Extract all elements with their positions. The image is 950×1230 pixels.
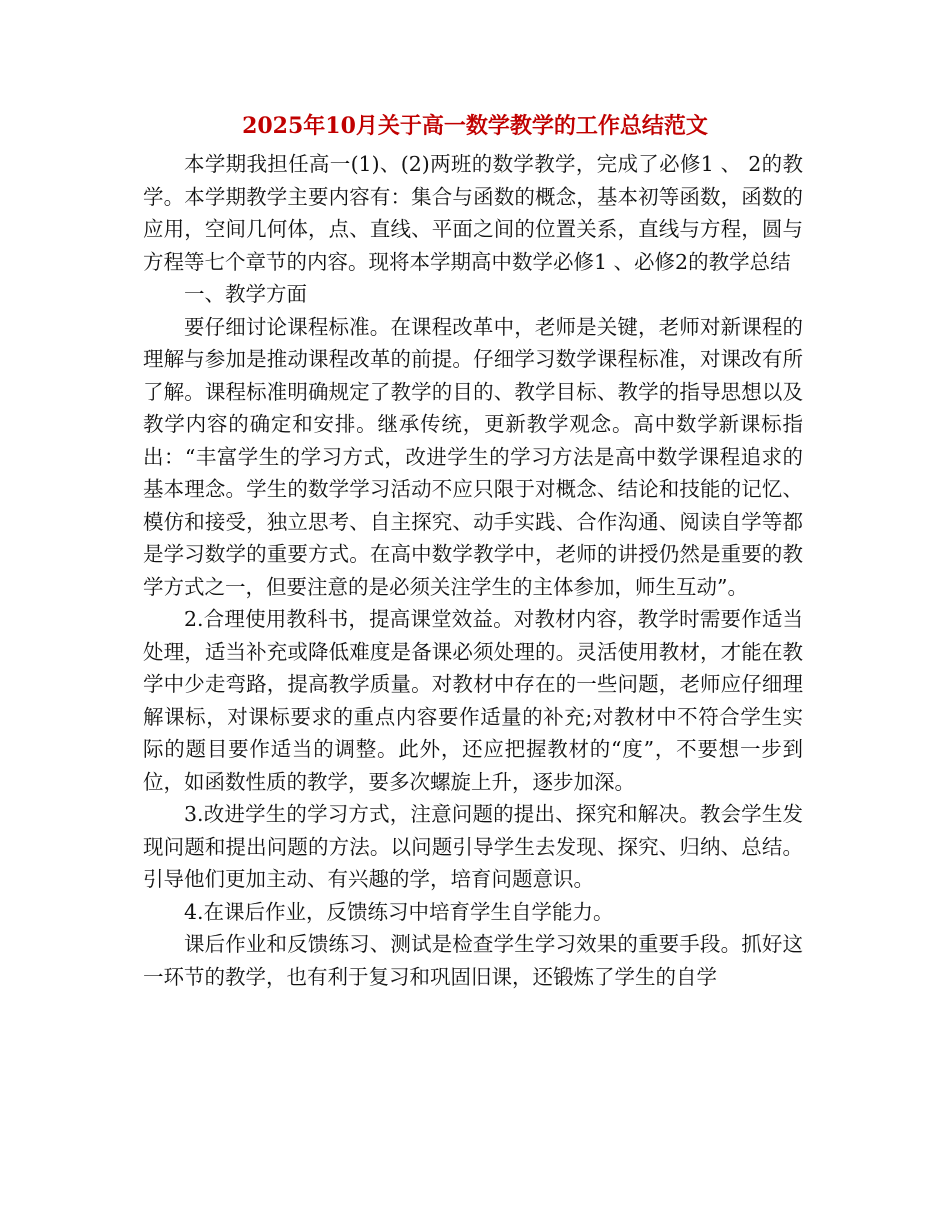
document-body [143, 148, 803, 993]
document-title: 2025年10月关于高一数学教学的工作总结范文 [242, 113, 708, 139]
paragraph-homework-heading: 4.在课后作业，反馈练习中培育学生自学能力。 [184, 899, 614, 924]
paragraph-learning-methods: 3.改进学生的学习方式，注意问题的提出、探究和解决。教会学生发现问题和提出问题的方法。以问题引导学生去发现、探究、归纳、总结。引导他们更加主动、有兴趣的学，培育问题意识。 [143, 802, 803, 891]
paragraph-intro: 本学期我担任高一(1)、(2)两班的数学教学，完成了必修1 、 2的教学。本学期教学主要内容有：集合与函数的概念，基本初等函数，函数的应用，空间几何体，点、直线、平面之间的位置关系，直线与方程，圆与方程等七个章节的内容。现将本学期高中数学必修1 、必修2的教学总结 [143, 152, 803, 274]
section-heading-teaching: 一、教学方面 [184, 282, 307, 306]
paragraph-textbook-use: 2.合理使用教科书，提高课堂效益。对教材内容，教学时需要作适当处理，适当补充或降低难度是备课必须处理的。灵活使用教材，才能在教学中少走弯路，提高教学质量。对教材中存在的一些问题，老师应仔细理解课标，对课标要求的重点内容要作适量的补充;对教材中不符合学生实际的题目要作适当的调整。此外，还应把握教材的“度”，不要想一步到位，如函数性质的教学，要多次螺旋上升，逐步加深。 [143, 607, 803, 794]
paragraph-homework: 课后作业和反馈练习、测试是检查学生学习效果的重要手段。抓好这一环节的教学，也有利于复习和巩固旧课，还锻炼了学生的自学 [143, 932, 803, 989]
paragraph-curriculum-standard: 要仔细讨论课程标准。在课程改革中，老师是关键，老师对新课程的理解与参加是推动课程改革的前提。仔细学习数学课程标准，对课改有所了解。课程标准明确规定了教学的目的、教学目标、教学的指导思想以及教学内容的确定和安排。继承传统，更新教学观念。高中数学新课标指出：“丰富学生的学习方式，改进学生的学习方法是高中数学课程追求的基本理念。学生的数学学习活动不应只限于对概念、结论和技能的记忆、模仿和接受，独立思考、自主探究、动手实践、合作沟通、阅读自学等都是学习数学的重要方式。在高中数学教学中，老师的讲授仍然是重要的教学方式之一，但要注意的是必须关注学生的主体参加，师生互动”。 [143, 314, 803, 599]
